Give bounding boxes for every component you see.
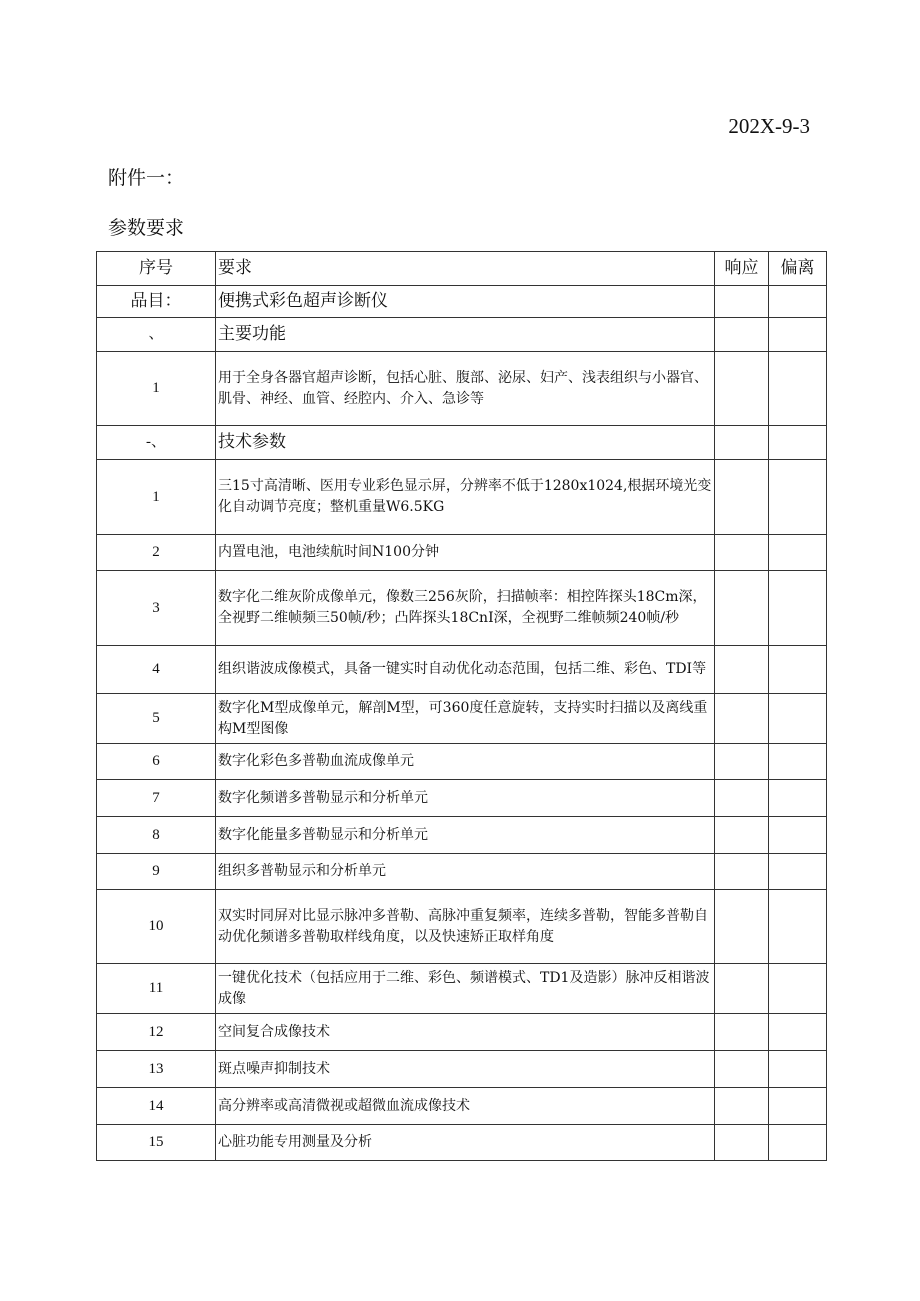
row-number: 13 bbox=[97, 1051, 216, 1088]
row-requirement: 组织多普勒显示和分析单元 bbox=[216, 854, 715, 890]
table-row bbox=[97, 1125, 827, 1161]
table-row bbox=[97, 460, 827, 535]
deviation-cell bbox=[769, 318, 827, 352]
deviation-cell bbox=[769, 571, 827, 646]
row-number: 7 bbox=[97, 780, 216, 817]
section-title: 主要功能 bbox=[216, 318, 715, 352]
deviation-cell bbox=[769, 1014, 827, 1051]
section-number: 、 bbox=[97, 318, 216, 352]
response-cell bbox=[715, 854, 769, 890]
deviation-cell bbox=[769, 744, 827, 780]
deviation-cell bbox=[769, 694, 827, 744]
row-requirement: 数字化二维灰阶成像单元，像数三256灰阶，扫描帧率：相控阵探头18Cm深，全视野二维帧频三50帧/秒；凸阵探头18CnI深，全视野二维帧频240帧/秒 bbox=[216, 571, 715, 646]
row-requirement: 数字化能量多普勒显示和分析单元 bbox=[216, 817, 715, 854]
section-title: 技术参数 bbox=[216, 426, 715, 460]
table-row bbox=[97, 817, 827, 854]
response-cell bbox=[715, 318, 769, 352]
row-requirement: 斑点噪声抑制技术 bbox=[216, 1051, 715, 1088]
response-cell bbox=[715, 571, 769, 646]
row-requirement: 双实时同屏对比显示脉冲多普勒、高脉冲重复频率，连续多普勒，智能多普勒自动优化频谱多普勒取样线角度，以及快速矫正取样角度 bbox=[216, 890, 715, 964]
table-row bbox=[97, 1088, 827, 1125]
row-number: 15 bbox=[97, 1125, 216, 1161]
deviation-cell bbox=[769, 1125, 827, 1161]
deviation-cell bbox=[769, 817, 827, 854]
product-label: 品目： bbox=[97, 286, 216, 318]
requirements-table bbox=[96, 251, 827, 1161]
row-number: 9 bbox=[97, 854, 216, 890]
row-number: 12 bbox=[97, 1014, 216, 1051]
response-cell bbox=[715, 694, 769, 744]
row-number: 1 bbox=[97, 460, 216, 535]
table-row bbox=[97, 780, 827, 817]
row-requirement: 数字化频谱多普勒显示和分析单元 bbox=[216, 780, 715, 817]
col-header-no: 序号 bbox=[97, 252, 216, 286]
col-header-response: 响应 bbox=[715, 252, 769, 286]
row-number: 4 bbox=[97, 646, 216, 694]
section-row bbox=[97, 318, 827, 352]
deviation-cell bbox=[769, 352, 827, 426]
deviation-cell bbox=[769, 890, 827, 964]
table-row bbox=[97, 1051, 827, 1088]
row-requirement: 三15寸高清晰、医用专业彩色显示屏，分辨率不低于1280x1024,根据环境光变化自动调节亮度；整机重量W6.5KG bbox=[216, 460, 715, 535]
deviation-cell bbox=[769, 460, 827, 535]
table-row bbox=[97, 890, 827, 964]
row-number: 3 bbox=[97, 571, 216, 646]
table-row bbox=[97, 535, 827, 571]
response-cell bbox=[715, 1014, 769, 1051]
response-cell bbox=[715, 426, 769, 460]
row-requirement: 心脏功能专用测量及分析 bbox=[216, 1125, 715, 1161]
row-requirement: 数字化彩色多普勒血流成像单元 bbox=[216, 744, 715, 780]
table-row bbox=[97, 854, 827, 890]
response-cell bbox=[715, 646, 769, 694]
row-requirement: 空间复合成像技术 bbox=[216, 1014, 715, 1051]
section-number: -、 bbox=[97, 426, 216, 460]
row-number: 10 bbox=[97, 890, 216, 964]
row-number: 5 bbox=[97, 694, 216, 744]
row-requirement: 数字化M型成像单元，解剖M型，可360度任意旋转，支持实时扫描以及离线重构M型图像 bbox=[216, 694, 715, 744]
response-cell bbox=[715, 964, 769, 1014]
row-requirement: 用于全身各器官超声诊断，包括心脏、腹部、泌尿、妇产、浅表组织与小器官、肌骨、神经、血管、经腔内、介入、急诊等 bbox=[216, 352, 715, 426]
col-header-deviation: 偏离 bbox=[769, 252, 827, 286]
response-cell bbox=[715, 744, 769, 780]
table-header-row bbox=[97, 252, 827, 286]
table-row bbox=[97, 646, 827, 694]
table-row bbox=[97, 352, 827, 426]
row-requirement: 内置电池，电池续航时间N100分钟 bbox=[216, 535, 715, 571]
deviation-cell bbox=[769, 1088, 827, 1125]
deviation-cell bbox=[769, 646, 827, 694]
row-number: 2 bbox=[97, 535, 216, 571]
response-cell bbox=[715, 460, 769, 535]
row-requirement: 高分辨率或高清微视或超微血流成像技术 bbox=[216, 1088, 715, 1125]
row-number: 8 bbox=[97, 817, 216, 854]
response-cell bbox=[715, 286, 769, 318]
row-requirement: 组织谐波成像模式，具备一键实时自动优化动态范围，包括二维、彩色、TDI等 bbox=[216, 646, 715, 694]
response-cell bbox=[715, 1051, 769, 1088]
deviation-cell bbox=[769, 780, 827, 817]
deviation-cell bbox=[769, 535, 827, 571]
response-cell bbox=[715, 1125, 769, 1161]
response-cell bbox=[715, 1088, 769, 1125]
table-row bbox=[97, 744, 827, 780]
row-number: 11 bbox=[97, 964, 216, 1014]
response-cell bbox=[715, 890, 769, 964]
product-row bbox=[97, 286, 827, 318]
row-requirement: 一键优化技术（包括应用于二维、彩色、频谱模式、TD1及造影）脉冲反相谐波成像 bbox=[216, 964, 715, 1014]
product-name: 便携式彩色超声诊断仪 bbox=[216, 286, 715, 318]
table-row bbox=[97, 571, 827, 646]
table-row bbox=[97, 1014, 827, 1051]
row-number: 1 bbox=[97, 352, 216, 426]
deviation-cell bbox=[769, 1051, 827, 1088]
response-cell bbox=[715, 817, 769, 854]
deviation-cell bbox=[769, 964, 827, 1014]
deviation-cell bbox=[769, 854, 827, 890]
response-cell bbox=[715, 352, 769, 426]
col-header-requirement: 要求 bbox=[216, 252, 715, 286]
response-cell bbox=[715, 780, 769, 817]
section-row bbox=[97, 426, 827, 460]
document-date: 202X-9-3 bbox=[728, 114, 810, 138]
row-number: 6 bbox=[97, 744, 216, 780]
attachment-label: 附件一： bbox=[108, 167, 185, 189]
section-heading: 参数要求 bbox=[108, 217, 185, 239]
table-row bbox=[97, 694, 827, 744]
table-row bbox=[97, 964, 827, 1014]
deviation-cell bbox=[769, 426, 827, 460]
response-cell bbox=[715, 535, 769, 571]
row-number: 14 bbox=[97, 1088, 216, 1125]
deviation-cell bbox=[769, 286, 827, 318]
